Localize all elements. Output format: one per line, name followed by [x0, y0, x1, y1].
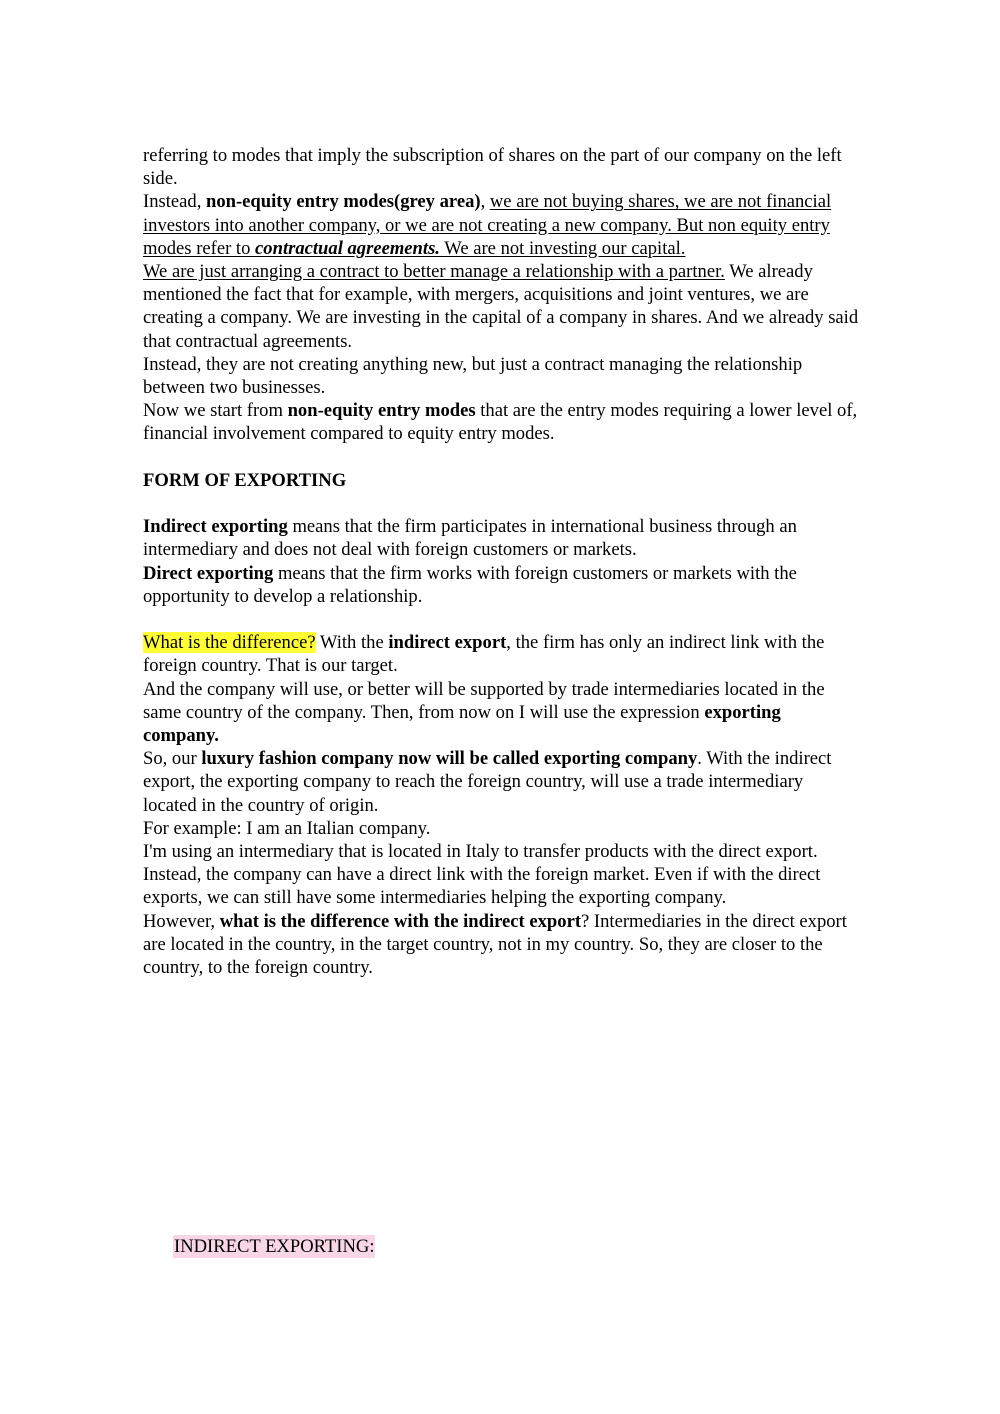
- paragraph-intro: referring to modes that imply the subscription of shares on the part of our company on the left side.: [143, 145, 842, 190]
- underlined-sentence: We are just arranging a contract to better manage a relationship with a partner.: [143, 261, 725, 283]
- paragraph-contract: We are just arranging a contract to better manage a relationship with a partner. We already mentioned the fact that for example, with mergers, acquisitions and joint ventures, we are creating a company. We are investing in the capital of a company in shares. And we already said that contractual agreements.: [143, 261, 859, 352]
- paragraph-start-non-equity: Now we start from non-equity entry modes that are the entry modes requiring a lower level of, financial involvement compared to equity entry modes.: [143, 400, 858, 445]
- term-non-equity-entry-modes: non-equity entry modes(grey area): [206, 191, 481, 213]
- paragraph-difference: What is the difference? With the indirect export, the firm has only an indirect link with the foreign country. That is our target.: [143, 632, 825, 677]
- indirect-exporting-label: INDIRECT EXPORTING:: [174, 1236, 375, 1257]
- highlighted-question: What is the difference?: [143, 632, 316, 654]
- paragraph-direct-exporting: Direct exporting means that the firm works with foreign customers or markets with the opportunity to develop a relationship.: [143, 562, 797, 607]
- paragraph-non-equity: Instead, non-equity entry modes(grey area), we are not buying shares, we are not financial investors into another company, or we are not creating a new company. But non equity entry modes refer to contractual agreements. We are not investing our capital.: [143, 191, 832, 259]
- document-body: [143, 144, 861, 979]
- paragraph-example: For example: I am an Italian company.: [143, 817, 431, 839]
- section-heading: FORM OF EXPORTING: [143, 469, 347, 491]
- term-contractual-agreements: contractual agreements.: [255, 237, 440, 259]
- paragraph-trade-intermediaries: And the company will use, or better will be supported by trade intermediaries located in the same country of the company. Then, from now on I will use the expression exporting company.: [143, 678, 825, 747]
- underlined-text: we are not buying shares, we are not financial investors into another company, or we are not creating a new company. But non equity entry modes refer to contractual agreements. We are not investing our capital.: [143, 191, 832, 259]
- paragraph-instead: Instead, they are not creating anything new, but just a contract managing the relationship between two businesses.: [143, 353, 803, 399]
- paragraph-luxury-fashion: So, our luxury fashion company now will be called exporting company. With the indirect export, the exporting company to reach the foreign country, will use a trade intermediary located in the country of origin.: [143, 748, 832, 816]
- paragraph-italy: I'm using an intermediary that is located in Italy to transfer products with the direct export. Instead, the company can have a direct link with the foreign market. Even if with the direct exports, we can still have some intermediaries helping the exporting company.: [143, 841, 821, 909]
- paragraph-indirect-exporting: Indirect exporting means that the firm participates in international business through an intermediary and does not deal with foreign customers or markets.: [143, 516, 797, 561]
- paragraph-however: However, what is the difference with the indirect export? Intermediaries in the direct export are located in the country, in the target country, not in my country. So, they are closer to the country, to the foreign country.: [143, 910, 847, 979]
